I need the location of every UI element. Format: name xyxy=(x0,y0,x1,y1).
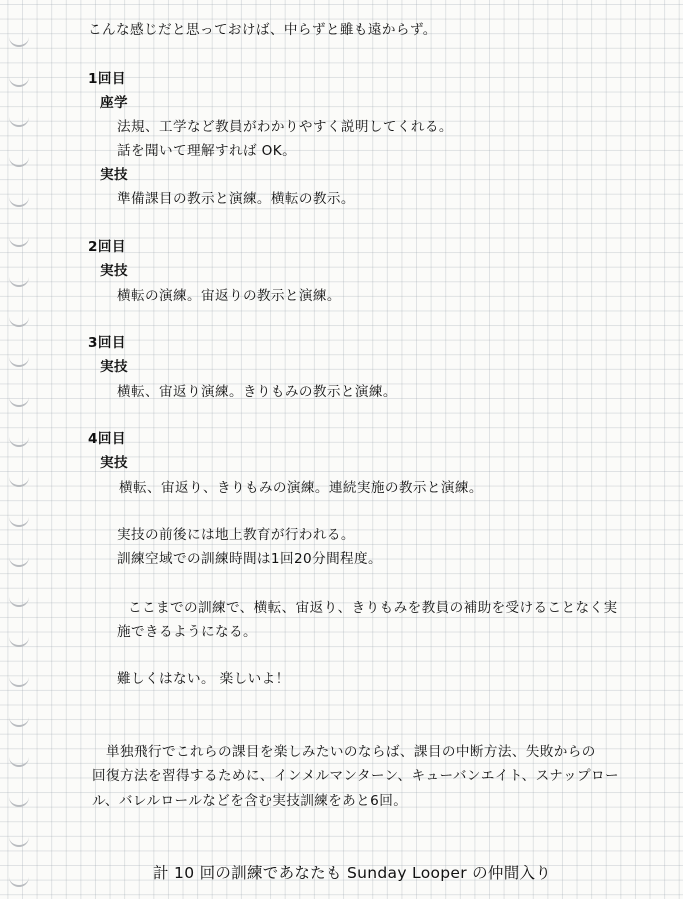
binder-holes xyxy=(0,0,34,899)
session1-heading: 1回目 xyxy=(88,71,126,87)
binder-ring xyxy=(9,395,29,407)
session1-zagaku-line2: 話を聞いて理解すれば OK。 xyxy=(117,143,297,159)
session1-zagaku-line1: 法規、工学など教員がわかりやすく説明してくれる。 xyxy=(117,119,453,135)
binder-ring xyxy=(9,635,29,647)
binder-ring xyxy=(9,315,29,327)
binder-ring xyxy=(9,275,29,287)
binder-ring xyxy=(9,515,29,527)
session2-jitsugi-label: 実技 xyxy=(100,263,128,279)
session1-jitsugi-line1: 準備課目の教示と演練。横転の教示。 xyxy=(117,191,355,207)
binder-ring xyxy=(9,155,29,167)
binder-ring xyxy=(9,715,29,727)
binder-ring xyxy=(9,875,29,887)
session4-jitsugi-line1: 横転、宙返り、きりもみの演練。連続実施の教示と演練。 xyxy=(119,480,483,496)
binder-ring xyxy=(9,555,29,567)
binder-ring xyxy=(9,475,29,487)
session3-jitsugi-label: 実技 xyxy=(100,359,128,375)
notes-line1: 実技の前後には地上教育が行われる。 xyxy=(117,527,355,543)
paragraph1-line1: ここまでの訓練で、横転、宙返り、きりもみを教員の補助を受けることなく実 xyxy=(128,600,618,616)
paragraph2-line3: ル、バレルロールなどを含む実技訓練をあと6回。 xyxy=(92,793,408,809)
binder-ring xyxy=(9,795,29,807)
binder-ring xyxy=(9,595,29,607)
final-statement: 計 10 回の訓練であなたも Sunday Looper の仲間入り xyxy=(153,864,552,882)
binder-ring xyxy=(9,355,29,367)
session4-heading: 4回目 xyxy=(88,431,126,447)
session3-heading: 3回目 xyxy=(88,335,126,351)
session2-heading: 2回目 xyxy=(88,239,126,255)
binder-ring xyxy=(9,75,29,87)
paragraph2-line1: 単独飛行でこれらの課目を楽しみたいのならば、課目の中断方法、失敗からの xyxy=(106,744,596,760)
session1-jitsugi-label: 実技 xyxy=(100,167,128,183)
session3-jitsugi-line1: 横転、宙返り演練。きりもみの教示と演練。 xyxy=(117,384,397,400)
binder-ring xyxy=(9,35,29,47)
session2-jitsugi-line1: 横転の演練。宙返りの教示と演練。 xyxy=(117,288,341,304)
paragraph2-line2: 回復方法を習得するために、インメルマンターン、キューバンエイト、スナップロー xyxy=(92,768,619,784)
remark-text: 難しくはない。 楽しいよ！ xyxy=(117,671,290,687)
binder-ring xyxy=(9,435,29,447)
session4-jitsugi-label: 実技 xyxy=(100,455,128,471)
binder-ring xyxy=(9,675,29,687)
binder-ring xyxy=(9,115,29,127)
intro-text: こんな感じだと思っておけば、中らずと雖も遠からず。 xyxy=(88,22,437,38)
session1-zagaku-label: 座学 xyxy=(100,95,128,111)
binder-ring xyxy=(9,195,29,207)
notes-line2: 訓練空域での訓練時間は1回20分間程度。 xyxy=(117,551,383,567)
binder-ring xyxy=(9,235,29,247)
paragraph1-line2: 施できるようになる。 xyxy=(117,624,257,640)
binder-ring xyxy=(9,755,29,767)
binder-ring xyxy=(9,835,29,847)
